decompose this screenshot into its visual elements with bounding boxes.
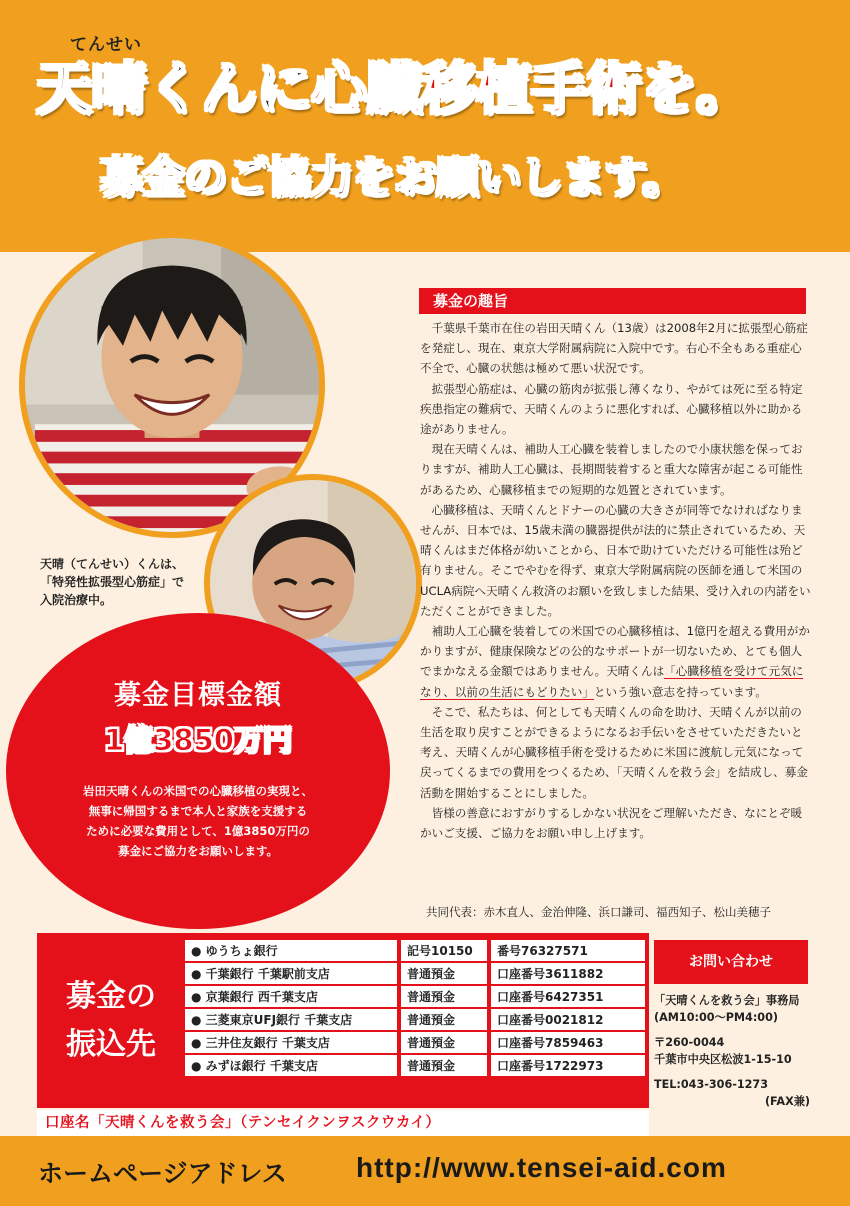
- article-body: [420, 318, 812, 843]
- contact-tel[interactable]: TEL:043-306-1273: [654, 1078, 769, 1091]
- goal-description: [34, 781, 362, 861]
- subheadline: 募金のご協力をお願いします。: [100, 153, 685, 203]
- goal-desc-line: 無事に帰国するまで本人と家族を支援する: [88, 804, 308, 818]
- account-type-cell: 普通預金: [401, 986, 491, 1007]
- account-number-cell: 口座番号6427351: [491, 986, 645, 1007]
- bank-name-cell: ● 京葉銀行 西千葉支店: [185, 986, 401, 1007]
- article-paragraph: そこで、私たちは、何としても天晴くんの命を助け、天晴くんが以前の生活を取り戻すことができるようになるお手伝いをさせていただきたいと考え、天晴くんが心臓移植手術を受けるために米国に渡航し元気になって戻ってくるまでの費用をつくるため、「天晴くんを救う会」を結成し、募金活動を開始することにしました。: [420, 704, 808, 800]
- account-type-cell: 普通預金: [401, 1055, 491, 1076]
- article-paragraph: 千葉県千葉市在住の岩田天晴くん（13歳）は2008年2月に拡張型心筋症を発症し、現在、東京大学附属病院に入院中です。右心不全もある重症心不全で、心臓の状態は極めて悪い状況です。: [420, 321, 808, 376]
- bank-heading-line: 振込先: [66, 1027, 156, 1062]
- bank-name-cell: ● みずほ銀行 千葉支店: [185, 1055, 401, 1076]
- caption-line: 入院治療中。: [40, 593, 113, 607]
- account-type-cell: 普通預金: [401, 1009, 491, 1030]
- article-paragraph: 皆様の善意におすがりするしかない状況をご理解いただき、なにとぞ暖かいご支援、ご協力をお願い申し上げます。: [420, 805, 803, 841]
- homepage-url-link[interactable]: http://www.tensei-aid.com: [356, 1152, 727, 1183]
- account-number-cell: 口座番号0021812: [491, 1009, 645, 1030]
- section-heading-purpose: 募金の趣旨: [419, 288, 806, 314]
- caption-line: 「特発性拡張型心筋症」で: [40, 575, 185, 589]
- bank-account-table: [185, 938, 645, 1078]
- goal-desc-line: 募金にご協力をお願いします。: [117, 844, 279, 858]
- article-quote: 「心臓移植を受けて元気になり、以前の生活にもどりたい」: [420, 664, 804, 699]
- table-row: [185, 1009, 645, 1030]
- homepage-label: ホームページアドレス: [38, 1159, 287, 1188]
- table-row: [185, 986, 645, 1007]
- article-paragraph: 現在天晴くんは、補助人工心臓を装着しましたので小康状態を保っておりますが、補助人工心臓は、長期間装着すると重大な障害が起こる可能性があるため、心臓移植までの短期的な処置とされています。: [420, 442, 803, 497]
- contact-office: 「天晴くんを救う会」事務局: [654, 994, 800, 1007]
- caption-line: 天晴（てんせい）くんは、: [40, 557, 185, 571]
- article-text: 補助人工心臓を装着しての米国での心臓移植は、1億円を超える費用がかかりますが、健康保険などの公的なサポートが一切ないため、とても個人でまかなえる金額ではありません。天晴くんは: [420, 624, 810, 679]
- bank-heading-line: 募金の: [66, 979, 156, 1014]
- headline-red: 心臓移植手術を。: [311, 57, 751, 122]
- contact-hours: (AM10:00〜PM4:00): [654, 1011, 778, 1024]
- account-type-cell: 記号10150: [401, 940, 491, 961]
- bank-name-cell: ● 三菱東京UFJ銀行 千葉支店: [185, 1009, 401, 1030]
- headline-black: 天晴くんに: [36, 57, 311, 122]
- footer-band: [0, 1136, 850, 1206]
- goal-title: 募金目標金額: [114, 680, 282, 711]
- donation-goal-circle: [6, 613, 390, 929]
- contact-heading: お問い合わせ: [654, 940, 808, 984]
- goal-desc-line: 岩田天晴くんの米国での心臓移植の実現と、: [83, 784, 313, 798]
- table-row: [185, 1032, 645, 1053]
- bank-heading: [41, 973, 181, 1069]
- account-name: 口座名「天晴くんを救う会」（テンセイクンヲスクウカイ）: [37, 1110, 649, 1136]
- account-type-cell: 普通預金: [401, 963, 491, 984]
- article-paragraph: 拡張型心筋症は、心臓の筋肉が拡張し薄くなり、やがては死に至る特定疾患指定の難病で、天晴くんのように悪化すれば、心臓移植以外に助かる途がありません。: [420, 381, 803, 437]
- table-row: [185, 1055, 645, 1076]
- contact-postal: 〒260-0044: [654, 1036, 725, 1049]
- account-number-cell: 口座番号3611882: [491, 963, 645, 984]
- co-representatives: 共同代表：赤木直人、金治伸隆、浜口謙司、福西知子、松山美穂子: [426, 905, 771, 919]
- table-row: [185, 940, 645, 961]
- goal-desc-line: ために必要な費用として、1億3850万円の: [86, 824, 310, 838]
- goal-amount: 1億3850万円: [104, 723, 292, 757]
- article-paragraph: [420, 621, 812, 702]
- account-number-cell: 口座番号7859463: [491, 1032, 645, 1053]
- table-row: [185, 963, 645, 984]
- account-type-cell: 普通預金: [401, 1032, 491, 1053]
- bank-transfer-panel: [37, 933, 649, 1108]
- divider: [654, 1068, 824, 1076]
- headline-ruby: てんせい: [70, 35, 142, 55]
- contact-address: 千葉市中央区松波1-15-10: [654, 1053, 792, 1066]
- headline: [36, 54, 826, 126]
- account-number-cell: 口座番号1722973: [491, 1055, 645, 1076]
- article-paragraph: 心臓移植は、天晴くんとドナーの心臓の大きさが同等でなければなりませんが、日本では、15歳未満の臓器提供が法的に禁止されているため、天晴くんはまだ体格が幼いことから、日本で助けていただける可能性は殆ど有りません。そこでやむを得ず、東京大学附属病院の医師を通して米国のUCLA病院へ天晴くん救済のお願いを致しました結果、受け入れの内諾をいただくことができました。: [420, 502, 811, 618]
- account-number-cell: 番号76327571: [491, 940, 645, 961]
- bank-name-cell: ● 千葉銀行 千葉駅前支店: [185, 963, 401, 984]
- bank-name-cell: ● ゆうちょ銀行: [185, 940, 401, 961]
- article-text: という強い意志を持っています。: [593, 684, 767, 699]
- photo-caption: [40, 555, 215, 609]
- contact-fax: (FAX兼): [764, 1095, 810, 1108]
- divider: [654, 1026, 824, 1034]
- bank-name-cell: ● 三井住友銀行 千葉支店: [185, 1032, 401, 1053]
- contact-info: [654, 992, 824, 1110]
